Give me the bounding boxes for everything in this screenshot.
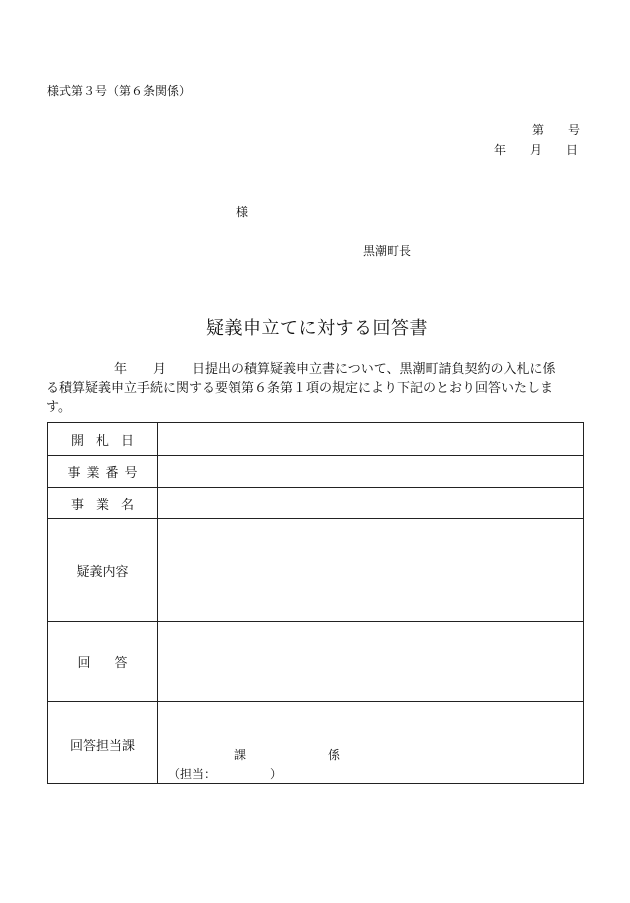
dept-unit-label: 係 bbox=[328, 748, 341, 762]
dept-section-label: 課 bbox=[234, 748, 247, 762]
row-value-opening-date[interactable] bbox=[158, 423, 584, 456]
contact-person-label: （担当： ） bbox=[168, 767, 283, 781]
row-value-responsible-dept[interactable] bbox=[158, 702, 584, 784]
row-label-opening-date: 開札日 bbox=[48, 423, 158, 456]
document-title: 疑義申立てに対する回答書 bbox=[206, 318, 428, 339]
body-line-1: 年 月 日提出の積算疑義申立書について、黒潮町請負契約の入札に係 bbox=[114, 362, 556, 377]
table-row bbox=[48, 488, 584, 519]
row-label-inquiry-content: 疑義内容 bbox=[48, 519, 158, 622]
row-value-inquiry-content[interactable] bbox=[158, 519, 584, 622]
row-label-project-name: 事業名 bbox=[48, 488, 158, 519]
addressee-honorific: 様 bbox=[236, 205, 249, 219]
form-number: 様式第３号（第６条関係） bbox=[47, 84, 192, 98]
table-row bbox=[48, 519, 584, 622]
table-row bbox=[48, 702, 584, 784]
response-table bbox=[47, 422, 584, 784]
row-label-project-number: 事業番号 bbox=[48, 456, 158, 488]
sender-name: 黒潮町長 bbox=[363, 244, 412, 258]
row-label-responsible-dept: 回答担当課 bbox=[48, 702, 158, 784]
row-value-answer[interactable] bbox=[158, 622, 584, 702]
table-row bbox=[48, 456, 584, 488]
table-row bbox=[48, 622, 584, 702]
date-label: 年 月 日 bbox=[494, 143, 579, 157]
body-line-2: る積算疑義申立手続に関する要領第６条第１項の規定により下記のとおり回答いたしま bbox=[46, 381, 554, 396]
row-value-project-name[interactable] bbox=[158, 488, 584, 519]
table-row bbox=[48, 423, 584, 456]
row-label-answer: 回答 bbox=[48, 622, 158, 702]
body-paragraph bbox=[46, 360, 586, 417]
document-number-label: 第 号 bbox=[532, 123, 581, 137]
row-value-project-number[interactable] bbox=[158, 456, 584, 488]
body-line-3: す。 bbox=[46, 400, 71, 415]
